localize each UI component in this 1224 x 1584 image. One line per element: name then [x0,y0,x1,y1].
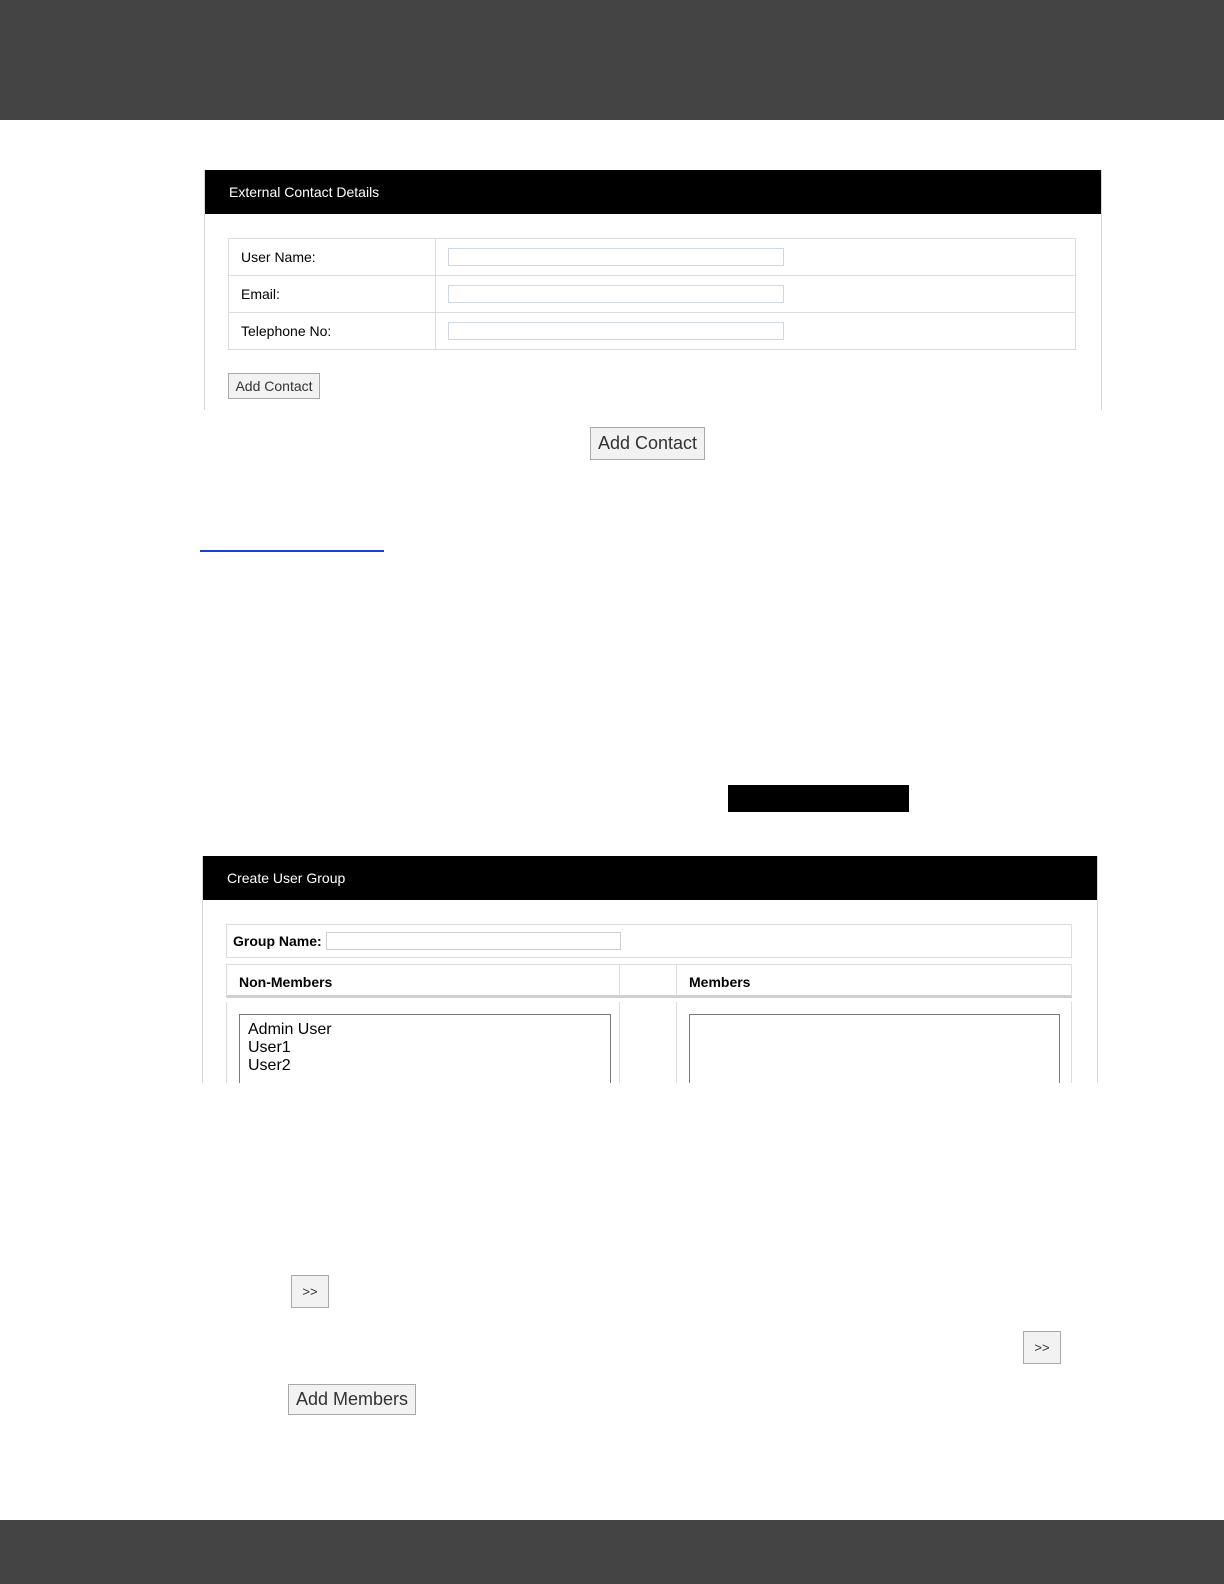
table-row [229,313,1076,350]
telephone-input[interactable] [448,322,784,340]
telephone-label: Telephone No: [229,313,436,350]
link-underline[interactable] [200,550,384,552]
move-to-members-button[interactable]: >> [291,1275,329,1308]
group-name-input[interactable] [326,932,621,950]
email-input[interactable] [448,285,784,303]
panel-title: Create User Group [203,856,1097,900]
members-table-body [226,1002,1072,1083]
bottom-bar [0,1520,1224,1584]
members-header: Members [689,974,751,990]
create-user-group-panel [202,856,1098,1083]
external-contact-panel [204,170,1102,410]
group-name-row [226,924,1072,958]
list-item[interactable]: Admin User [248,1021,332,1038]
top-bar [0,0,1224,120]
add-contact-button[interactable]: Add Contact [228,373,320,399]
members-table-header [226,964,1072,998]
add-contact-button-large[interactable]: Add Contact [590,427,705,460]
non-members-listbox[interactable] [239,1014,611,1083]
group-name-label: Group Name: [233,933,322,949]
non-members-header: Non-Members [227,965,620,995]
panel-title: External Contact Details [205,170,1101,214]
redacted-block [728,785,909,812]
members-listbox[interactable] [689,1014,1060,1083]
spacer-column [620,965,677,995]
list-item[interactable]: User1 [248,1039,291,1056]
table-row [229,239,1076,276]
email-label: Email: [229,276,436,313]
contact-form-table [228,238,1076,350]
username-input[interactable] [448,248,784,266]
list-item[interactable]: User2 [248,1057,291,1074]
table-row [229,276,1076,313]
username-label: User Name: [229,239,436,276]
add-members-button[interactable]: Add Members [288,1384,416,1415]
move-button-right[interactable]: >> [1023,1331,1061,1364]
